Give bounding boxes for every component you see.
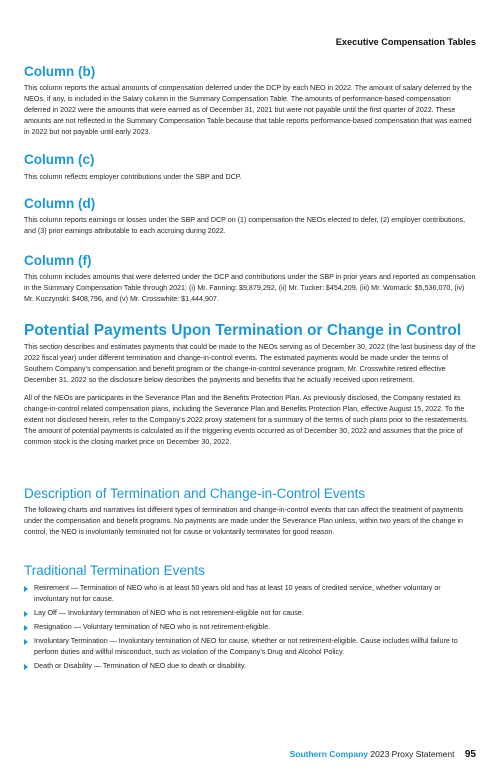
heading-column-d: Column (d) <box>24 196 96 211</box>
body-potential-para2: All of the NEOs are participants in the Severance Plan and the Benefits Protection Plan. As previously disclosed, the Company restated its change-in-control related compensation plans, including the Severance Plan and Benefits Protection Plan, effective August 15, 2022. To the extent not disclosed herein, refer to the Company’s 2022 proxy statement for a summary of the terms of such plans prior to the restatements. The amount of potential payments is calculated as if the triggering events occurred as of December 30, 2022 and assumes that the price of common stock is the closing market price on December 30, 2022. <box>24 394 469 446</box>
triangle-right-icon <box>24 639 28 645</box>
section-traditional <box>24 563 476 672</box>
triangle-right-icon <box>24 664 28 670</box>
section-column-f <box>24 253 476 305</box>
list-item-text: Resignation — Voluntary termination of NEO who is not retirement-eligible. <box>34 623 271 631</box>
section-column-d <box>24 196 476 237</box>
body-column-d: This column reports earnings or losses under the SBP and DCP on (1) compensation the NEOs elected to defer, (2) employer contributions, and (3) prior earnings attributable to each accruing during 2022. <box>24 216 466 235</box>
heading-column-f: Column (f) <box>24 253 92 268</box>
list-item-text: Lay Off — Involuntary termination of NEO who is not retirement-eligible not for cause. <box>34 609 304 617</box>
list-item-text: Retirement — Termination of NEO who is at least 50 years old and has at least 10 years of credited service, whether voluntary or involuntary not for cause. <box>34 584 441 603</box>
list-item <box>24 661 476 672</box>
section-description <box>24 486 476 538</box>
traditional-events-list <box>24 583 476 672</box>
heading-column-b: Column (b) <box>24 64 96 79</box>
heading-description: Description of Termination and Change-in-Control Events <box>24 486 366 501</box>
body-column-f: This column includes amounts that were deferred under the DCP and contributions under the SBP in prior years and reported as compensation in the Summary Compensation Table through 2021: (i) Mr. Fanning: $9,879,292, (ii) Mr. Tucker: $454,209, (iii) Mr. Womack: $5,536,070, (iv) Mr. Kuczynski: $408,796, and (v) Mr. Crosswhite: $1,444,907. <box>24 273 476 303</box>
list-item <box>24 583 476 605</box>
body-potential-para1: This section describes and estimates payments that could be made to the NEOs serving as of December 30, 2022 (the last business day of the 2022 fiscal year) under different termination and change-in-control events. The estimated payments would be made under the terms of Southern Company’s compensation and benefit program or the change-in-control severance program. Mr. Crosswhite retired effective December 31, 2022 so the disclosure below describes the payments and benefits that he actually received upon retirement. <box>24 343 476 384</box>
heading-column-c: Column (c) <box>24 152 95 167</box>
section-column-b <box>24 64 476 138</box>
list-item-text: Involuntary Termination — Involuntary termination of NEO for cause, whether or not retirement-eligible. Cause includes willful failure to perform duties and willful misconduct, such as violation of the Company’s Drug and Alcohol Policy. <box>34 637 458 656</box>
triangle-right-icon <box>24 586 28 592</box>
section-potential-payments <box>24 321 476 448</box>
page-footer <box>290 749 476 760</box>
footer-document: 2023 Proxy Statement <box>370 749 455 759</box>
page-number: 95 <box>464 749 476 760</box>
running-header: Executive Compensation Tables <box>335 37 476 47</box>
heading-potential-payments: Potential Payments Upon Termination or Change in Control <box>24 322 462 339</box>
triangle-right-icon <box>24 611 28 617</box>
list-item-text: Death or Disability — Termination of NEO due to death or disability. <box>34 662 247 670</box>
list-item <box>24 636 476 658</box>
body-column-c: This column reflects employer contributions under the SBP and DCP. <box>24 173 242 181</box>
triangle-right-icon <box>24 625 28 631</box>
list-item <box>24 622 476 633</box>
body-description: The following charts and narratives list different types of termination and change-in-control events that can affect the treatment of payments under the compensation and benefit programs. No payments are made under the Severance Plan unless, within two years of the change in control, the NEO is involuntarily terminated not for cause or voluntarily terminates for good reason. <box>24 506 464 536</box>
heading-traditional: Traditional Termination Events <box>24 563 205 578</box>
footer-brand: Southern Company <box>289 749 369 759</box>
list-item <box>24 608 476 619</box>
body-column-b: This column reports the actual amounts of compensation deferred under the DCP by each NEO in 2022. The amount of salary deferred by the NEOs, if any, is included in the Salary column in the Summary Compensation Table. The amounts of performance-based compensation deferred in 2022 were the amounts that were earned as of December 31, 2021 but were not payable until the first quarter of 2022. These amounts are not reflected in the Summary Compensation Table because that table reports performance-based compensation that was earned in 2022 but not payable until early 2023. <box>24 84 472 136</box>
section-column-c <box>24 152 476 183</box>
